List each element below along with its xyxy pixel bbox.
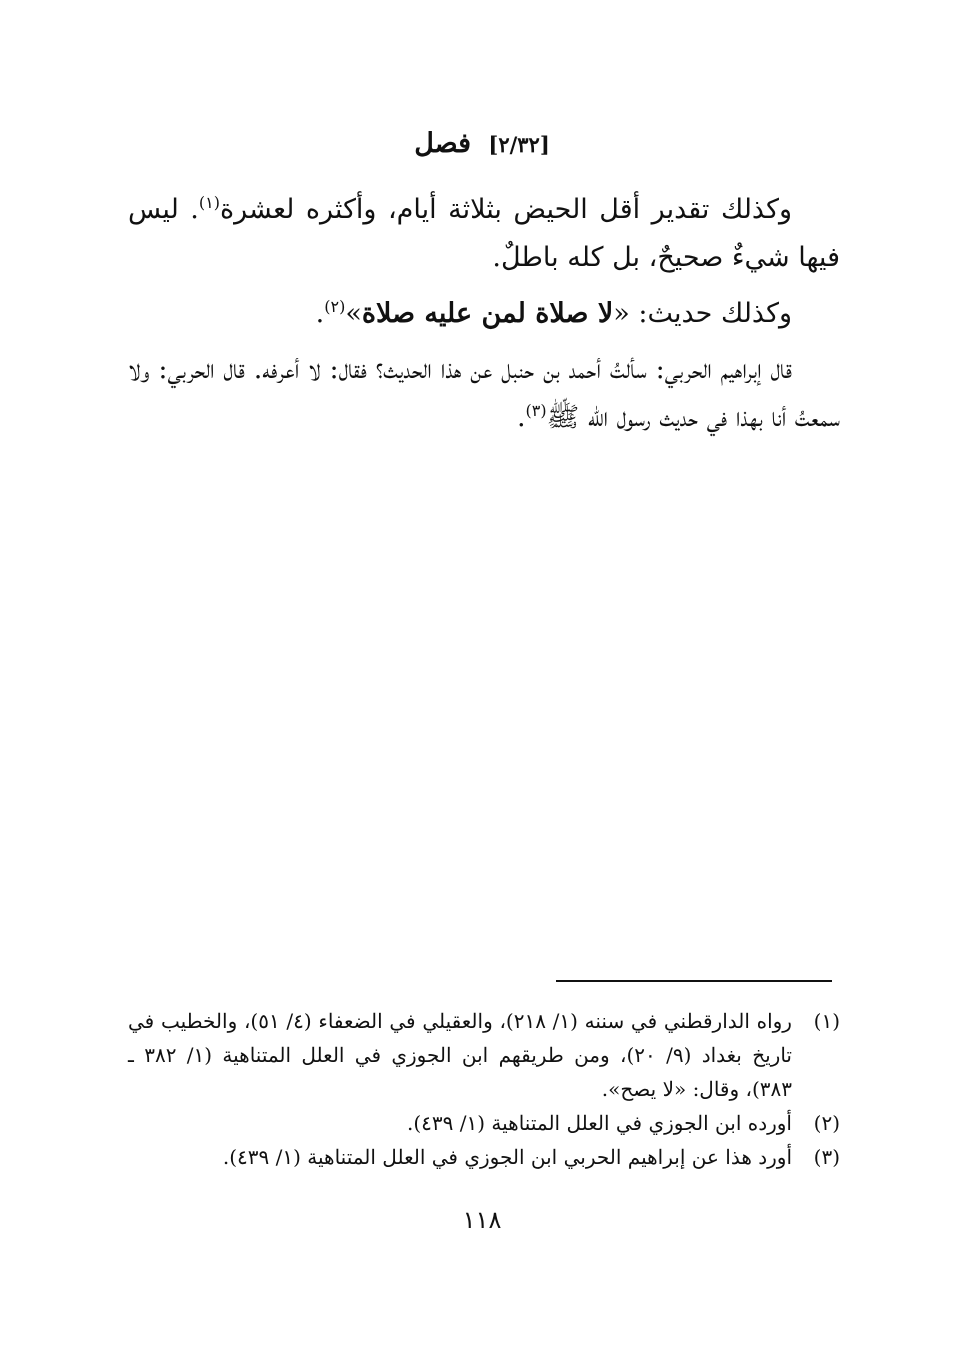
paragraph-3-text: قال إبراهيم الحربي: سألتُ أحمد بن حنبل عن هذا الحديث؟ فقال: لا أعرفه. قال الحربي: ولا سمعتُ أنا بهذا في حديث رسول الله ﷺ	[128, 354, 840, 433]
footnote-separator	[556, 980, 832, 982]
footnote-1	[128, 1004, 840, 1106]
paragraph-2-end: .	[315, 298, 325, 329]
section-ref: [٢/٣٢]	[488, 132, 550, 157]
paragraph-2-prefix: وكذلك حديث: «	[613, 298, 792, 329]
paragraph-1-text-a: وكذلك تقدير أقل الحيض بثلاثة أيام، وأكثره لعشرة	[219, 194, 792, 225]
footnote-marker-3[interactable]: (٣)	[525, 401, 547, 420]
footnotes	[128, 1004, 840, 1174]
footnote-2	[128, 1106, 840, 1140]
footnote-text: رواه الدارقطني في سننه (١/ ٢١٨)، والعقيلي في الضعفاء (٤/ ٥١)، والخطيب في تاريخ بغداد (٩/ ٢٠)، ومن طريقهم ابن الجوزي في العلل المتناهية (١/ ٣٨٢ ـ ٣٨٣)، وقال: «لا يصح».	[128, 1009, 792, 1101]
footnote-number: (٢)	[813, 1111, 840, 1135]
footnote-3	[128, 1140, 840, 1174]
paragraph-3-end: .	[516, 402, 526, 433]
page-number: ١١٨	[462, 1206, 502, 1234]
footnote-text: أورد هذا عن إبراهيم الحربي ابن الجوزي في العلل المتناهية (١/ ٤٣٩).	[222, 1145, 792, 1169]
paragraph-3	[128, 346, 840, 442]
footnote-number: (٣)	[813, 1145, 840, 1169]
footnote-marker-2[interactable]: (٢)	[324, 297, 346, 316]
hadith-quote: لا صلاة لمن عليه صلاة	[361, 298, 614, 329]
paragraph-1	[128, 186, 840, 282]
paragraph-2	[128, 290, 840, 338]
section-title: فصل	[414, 128, 471, 159]
footnote-marker-1[interactable]: (١)	[198, 193, 220, 212]
section-heading	[0, 128, 964, 159]
footnote-text: أورده ابن الجوزي في العلل المتناهية (١/ ٤٣٩).	[406, 1111, 792, 1135]
paragraph-1-text-b: . ليس فيها شيءٌ صحيحٌ، بل كله باطلٌ.	[128, 194, 840, 273]
paragraph-2-close-quote: »	[345, 298, 362, 329]
footnote-number: (١)	[813, 1009, 840, 1033]
